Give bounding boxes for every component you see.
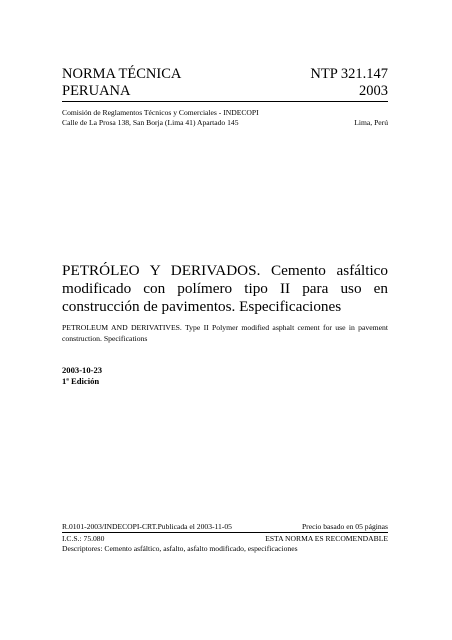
header-divider bbox=[62, 101, 388, 102]
norm-year: 2003 bbox=[359, 83, 388, 99]
price-text: Precio basado en 05 páginas bbox=[301, 522, 388, 531]
ics-text: I.C.S.: 75.080 bbox=[62, 534, 105, 543]
institution-name: Comisión de Reglamentos Técnicos y Comerciales - INDECOPI bbox=[62, 108, 259, 117]
footer-row-1 bbox=[62, 522, 388, 532]
resolution-text: R.0101-2003/INDECOPI-CRT.Publicada el 2003-11-05 bbox=[62, 522, 232, 531]
norm-type-line2: PERUANA bbox=[62, 83, 131, 99]
publication-date: 2003-10-23 bbox=[62, 365, 103, 375]
document-title-es: PETRÓLEO Y DERIVADOS. Cemento asfáltico modificado con polímero tipo II para uso en construcción de pavimentos. Especificaciones bbox=[62, 262, 388, 315]
footer-divider bbox=[62, 532, 388, 533]
footer-row-2 bbox=[62, 534, 388, 544]
institution-address-row bbox=[62, 118, 388, 128]
norm-type-line1: NORMA TÉCNICA bbox=[62, 66, 182, 82]
header-row-2 bbox=[62, 83, 388, 100]
institution-address: Calle de La Prosa 138, San Borja (Lima 41) Apartado 145 bbox=[62, 118, 239, 127]
document-title-en: PETROLEUM AND DERIVATIVES. Type II Polymer modified asphalt cement for use in pavement construction. Specifications bbox=[62, 323, 388, 343]
norm-code: NTP 321.147 bbox=[310, 66, 388, 82]
institution-city: Lima, Perú bbox=[354, 118, 388, 127]
recommendation-text: ESTA NORMA ES RECOMENDABLE bbox=[265, 534, 388, 543]
header-row-1 bbox=[62, 66, 388, 83]
edition: 1ª Edición bbox=[62, 376, 100, 386]
descriptors-text: Descriptores: Cemento asfáltico, asfalto, asfalto modificado, especificaciones bbox=[62, 544, 298, 553]
